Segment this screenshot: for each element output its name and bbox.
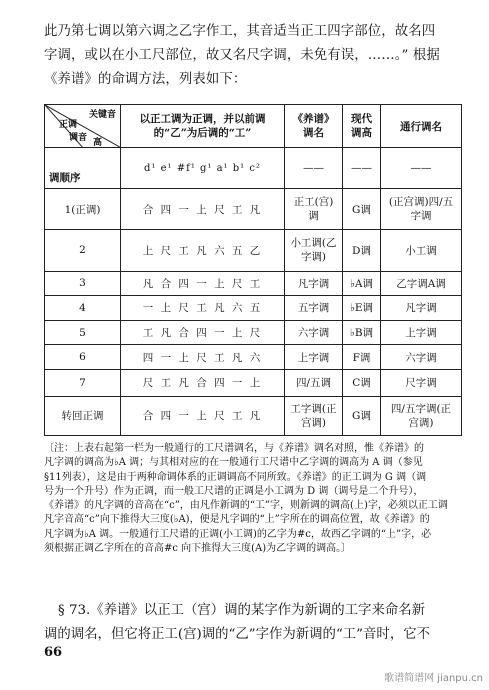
section-line: § 73.《养谱》以正工（宫）调的某字作为新调的工字来命名新 (58, 603, 426, 618)
corner-order: 调顺序 (45, 148, 121, 189)
row-key: G调 (343, 189, 381, 230)
row-yangpu: 凡字调 (285, 271, 343, 296)
row-common: (正宫调)四/五字调 (381, 189, 462, 230)
intro-line: 字调，或以在小工尺部位，故又名尺字调，未免有误，……。” 根据 (44, 48, 440, 63)
row-notes: 上 尺 工 凡 六 五 乙 (121, 230, 285, 271)
header-common-name: 通行调名 (381, 105, 462, 148)
row-key: ♭E调 (343, 296, 381, 321)
row-notes: 四 一 上 尺 工 凡 六 (121, 345, 285, 370)
row-order: 6 (45, 345, 121, 370)
table-corner-cell (45, 105, 121, 148)
note-line: 凡字音高“c”向下推得大三度(♭A)，便是凡字调的“上”字所在的调高位置，故《养谱》的 (44, 514, 430, 526)
row-common: 四/五字调(正宫调) (381, 396, 462, 435)
row-common: 尺字调 (381, 370, 462, 397)
row-notes: 合 四 一 上 尺 工 凡 (121, 396, 285, 435)
row-order: 7 (45, 370, 121, 397)
note-line: 凡字调的调高为♭A 调；与其相对应的在一般通行工尺谱中乙字调的调高为 A 调（参见 (44, 457, 423, 469)
note-line: 须根据正调乙字所在的音高#c 向下推得大三度(A)为乙字调的调高。〕 (44, 543, 352, 555)
row-order: 5 (45, 320, 121, 345)
table-row (45, 396, 462, 435)
note-line: 凡字调为♭A 调。一般通行工尺谱的正调(小工调)的乙字为#c，故西乙字调的“上”字，必 (44, 528, 432, 540)
intro-line: 《养谱》的命调方法，列表如下： (44, 72, 247, 87)
note-line: 号为一个升号）作为正调，而一般工尺谱的正调是小工调为 D 调（调号是二个升号）， (44, 485, 424, 497)
table-row (45, 189, 462, 230)
site-watermark: 歌谱简谱网 jianpu.cn (384, 673, 483, 684)
corner-key: 调音 (69, 133, 88, 143)
table-row (45, 345, 462, 370)
table-row (45, 271, 462, 296)
row-order: 4 (45, 296, 121, 321)
row-yangpu: 四/五调 (285, 370, 343, 397)
section-line: 调的调名，但它将正工(宫)调的“乙”字作为新调的“工”音时，它不 (44, 627, 430, 642)
row-order: 2 (45, 230, 121, 271)
pitch-dash: —— (343, 148, 381, 189)
row-yangpu: 正工(宫)调 (285, 189, 343, 230)
header-modern-key: 现代调高 (343, 105, 381, 148)
corner-key-tone: 关键音 (88, 110, 116, 120)
header-note-col: 以正工调为正调，并以前调的“乙”为后调的“工” (121, 105, 285, 148)
row-notes: 凡 合 四 一 上 尺 工 (121, 271, 285, 296)
row-notes: 尺 工 凡 合 四 一 上 (121, 370, 285, 397)
corner-height: 高 (93, 138, 103, 148)
row-common: 乙字调A调 (381, 271, 462, 296)
tune-table (44, 104, 462, 436)
pitch-row: d¹ e¹ #f¹ g¹ a¹ b¹ c² (121, 148, 285, 189)
row-yangpu: 六字调 (285, 320, 343, 345)
table-row (45, 370, 462, 397)
row-notes: 合 四 一 上 尺 工 凡 (121, 189, 285, 230)
row-common: 小工调 (381, 230, 462, 271)
row-notes: 工 凡 合 四 一 上 尺 (121, 320, 285, 345)
row-order: 3 (45, 271, 121, 296)
note-line: 〔注：上表右起第一栏为一般通行的工尺谱调名，与《养谱》调名对照，惟《养谱》的 (44, 443, 424, 454)
row-common: 凡字调 (381, 296, 462, 321)
row-yangpu: 上字调 (285, 345, 343, 370)
section-73 (44, 599, 464, 647)
row-key: F调 (343, 345, 381, 370)
table-row (45, 230, 462, 271)
intro-line: 此乃第七调以第六调之乙字作工，其音适当正工四字部位，故名四 (44, 24, 436, 39)
page-number: 66 (44, 645, 63, 660)
row-common: 上字调 (381, 320, 462, 345)
header-yangpu-name: 《养谱》调名 (285, 105, 343, 148)
row-common: 六字调 (381, 345, 462, 370)
note-line: 《养谱》的凡字调的音高在“c”，由凡作新调的“工”字，则新调的调高(上)字，必须以正工调 (44, 500, 448, 512)
row-yangpu: 五字调 (285, 296, 343, 321)
table-row (45, 320, 462, 345)
corner-tune: 正调 (59, 120, 78, 130)
note-line: §11列表），这是由于两种命调体系的正调调高不同所致。《养谱》的正工调为 G 调（调 (44, 471, 427, 483)
pitch-dash: —— (381, 148, 462, 189)
row-yangpu: 工字调(正宫调) (285, 396, 343, 435)
row-yangpu: 小工调(乙字调) (285, 230, 343, 271)
intro-paragraph (44, 20, 464, 92)
row-order: 1(正调) (45, 189, 121, 230)
row-key: C调 (343, 370, 381, 397)
row-key: G调 (343, 396, 381, 435)
row-notes: 一 上 尺 工 凡 六 五 (121, 296, 285, 321)
row-key: ♭A调 (343, 271, 381, 296)
row-order: 转回正调 (45, 396, 121, 435)
table-row (45, 296, 462, 321)
table-notes (44, 442, 464, 556)
row-key: ♭B调 (343, 320, 381, 345)
pitch-dash: —— (285, 148, 343, 189)
row-key: D调 (343, 230, 381, 271)
